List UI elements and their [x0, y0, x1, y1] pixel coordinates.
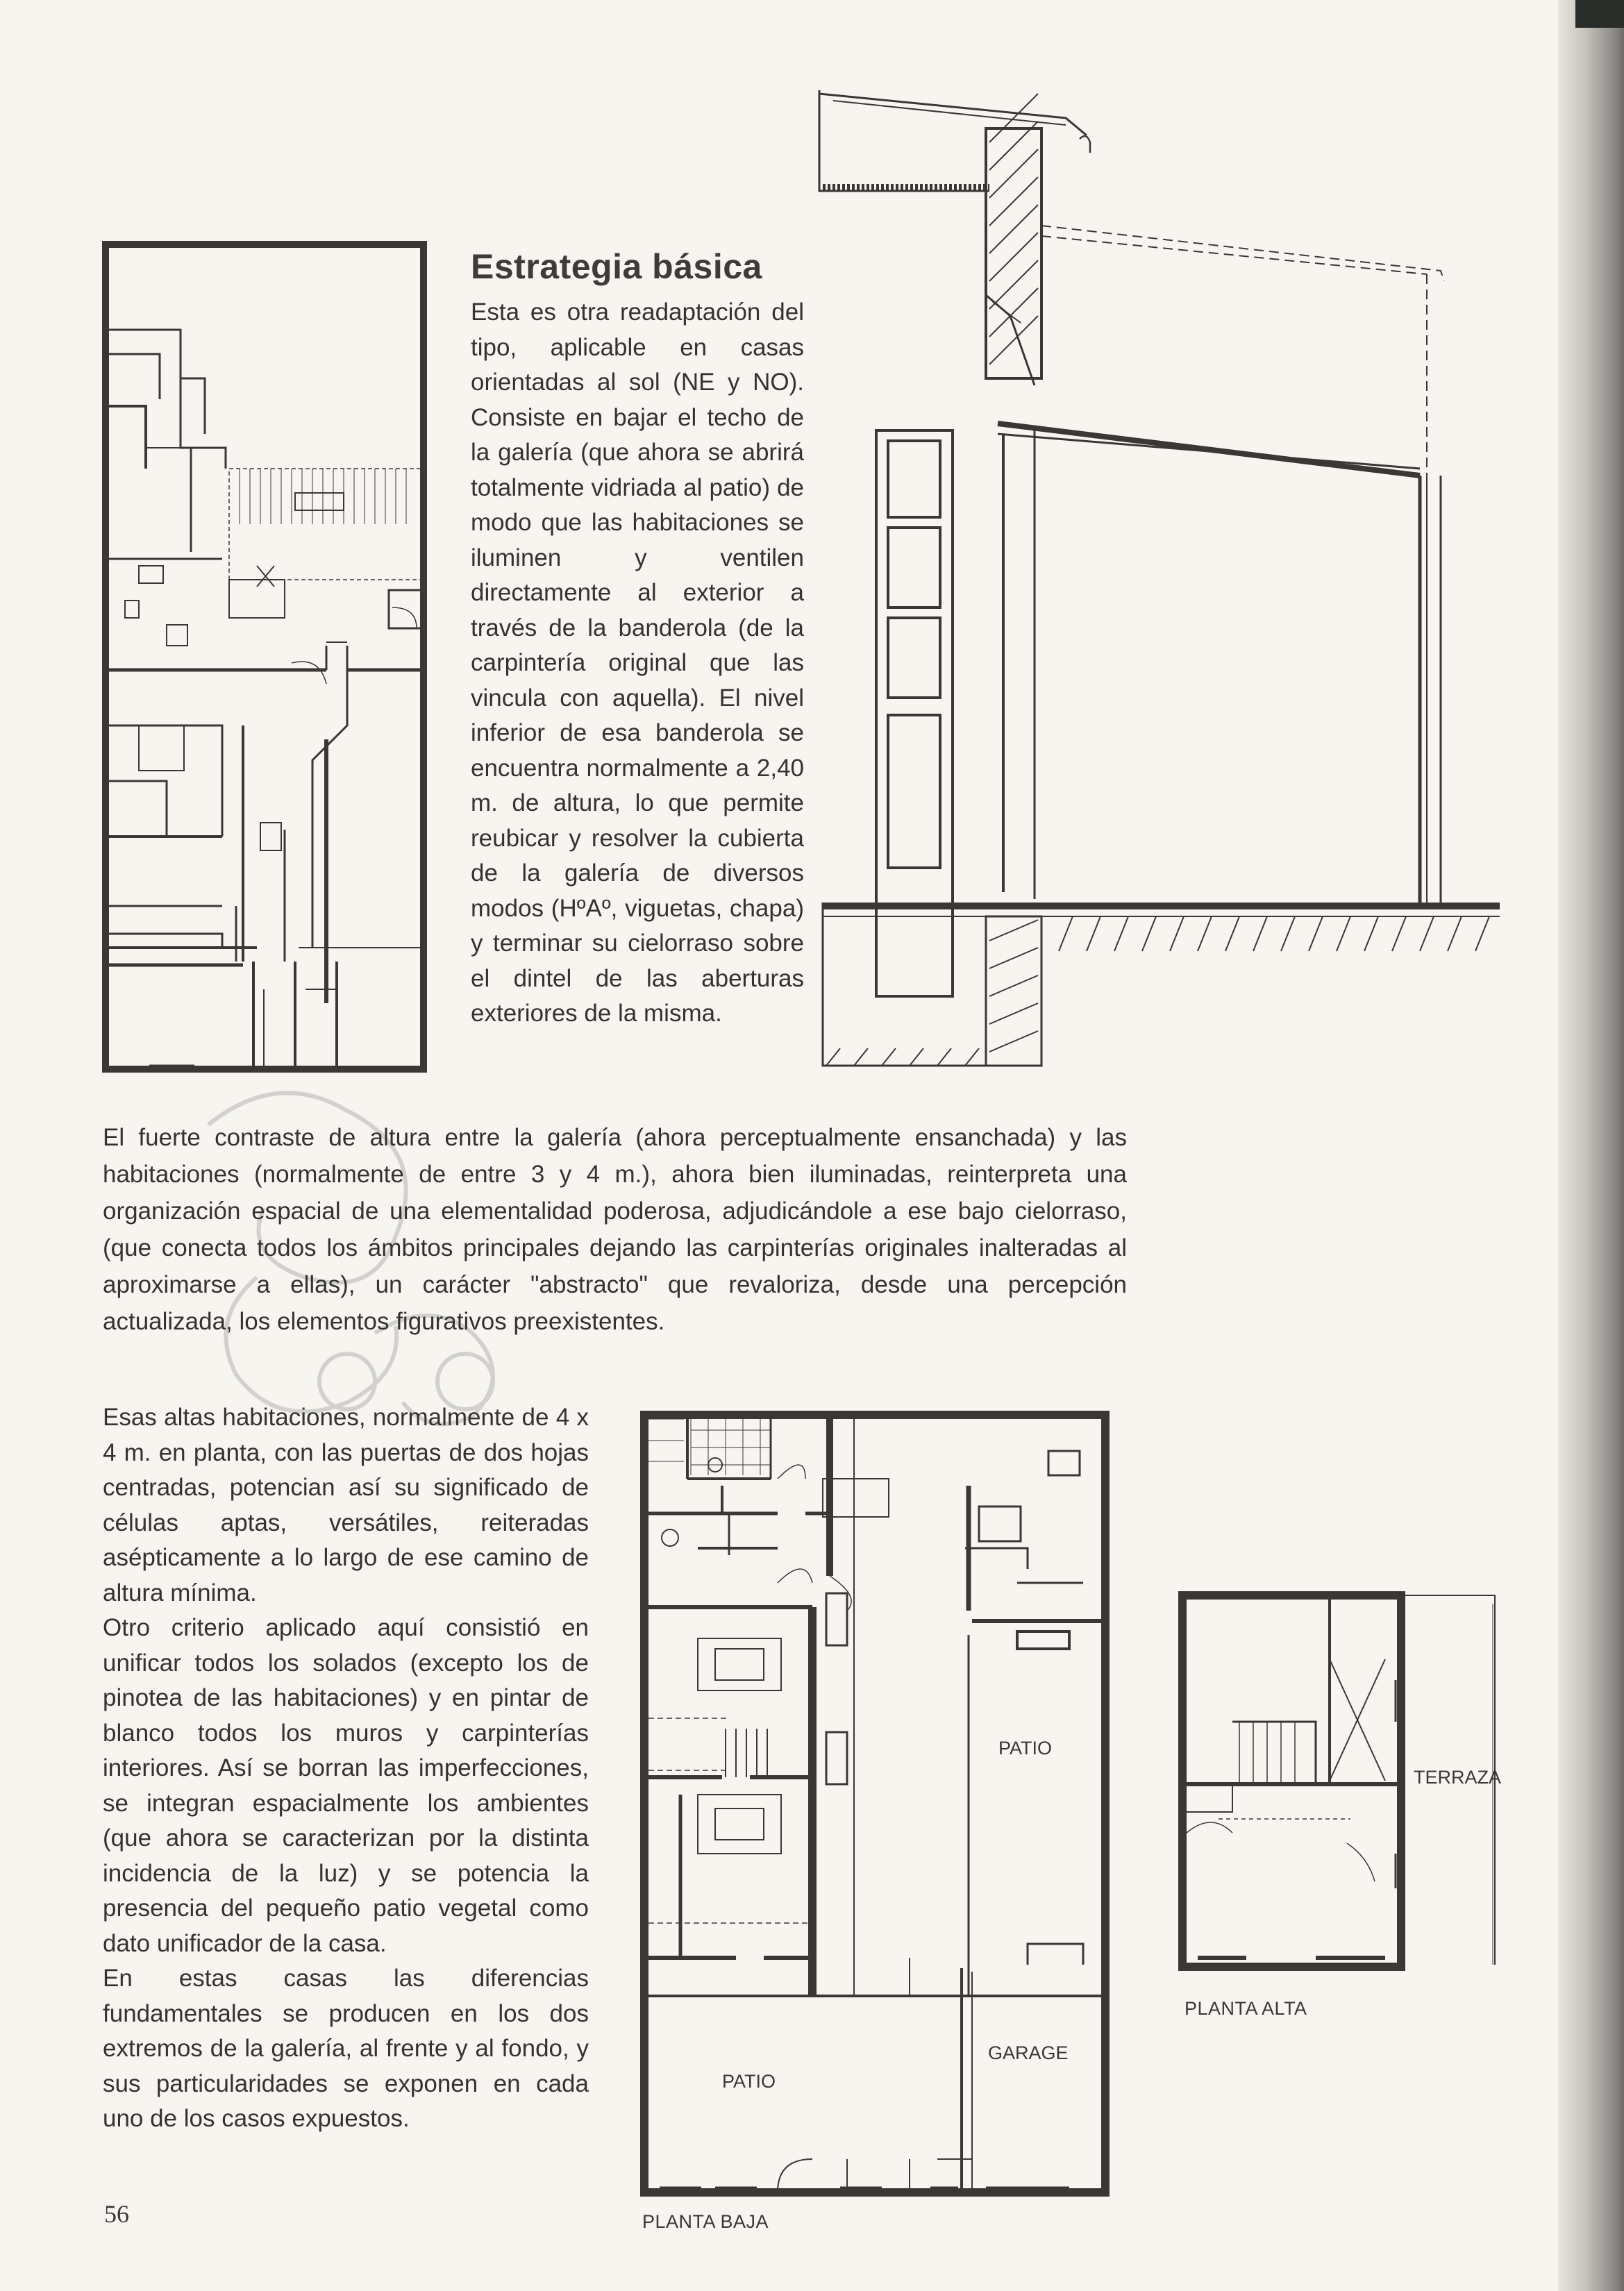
floor-plan-planta-baja-svg	[639, 1409, 1111, 2204]
main-paragraph	[103, 1119, 1127, 1340]
section-drawing	[816, 87, 1507, 1073]
page-binding-edge	[1558, 0, 1624, 2291]
floor-plan-1-drawing	[97, 240, 430, 1076]
page-corner-shadow	[1575, 0, 1624, 28]
label-patio-upper: PATIO	[998, 1738, 1053, 1759]
label-terraza: TERRAZA	[1414, 1767, 1502, 1788]
section-drawing-svg	[816, 87, 1507, 1073]
side-paragraph-1: Esas altas habitaciones, normalmente de 4 x 4 m. en planta, con las puertas de dos hojas centradas, potencian así su significado de células aptas, versátiles, reiteradas asépticamente a lo largo de ese camino de altura mínima.	[103, 1404, 589, 1606]
label-garage: GARAGE	[988, 2042, 1069, 2063]
section-heading: Estrategia básica	[471, 247, 762, 286]
side-column-text	[103, 1400, 589, 2137]
side-paragraph-2: Otro criterio aplicado aquí consistió en unificar todos los solados (excepto los de pinotea de las habitaciones) y en pintar de blanco todos los muros y carpinterías interiores. Así se borran las imperfecciones, se integran espacialmente los ambientes (que ahora se caracterizan por la distinta incidencia de la luz) y se potencia la presencia del pequeño patio vegetal como dato unificador de la casa.	[103, 1614, 589, 1957]
caption-planta-baja: PLANTA BAJA	[642, 2211, 769, 2232]
intro-text: Esta es otra readaptación del tipo, aplicable en casas orientadas al sol (NE y NO). Consiste en bajar el techo de la galería (que ahora se abrirá totalmente vidriada al patio) de modo que las habitaciones se iluminen y ventilen directamente al exterior a través de la banderola (de la carpintería original que las vincula con aquella). El nivel inferior de esa banderola se encuentra normalmente a 2,40 m. de altura, lo que permite reubicar y resolver la cubierta de la galería de diversos modos (HºAº, viguetas, chapa) y terminar su cielorraso sobre el dintel de las aberturas exteriores de la misma.	[471, 299, 804, 1027]
floor-plan-1	[97, 240, 430, 1076]
side-paragraph-3: En estas casas las diferencias fundamentales se producen en los dos extremos de la galería, al frente y al fondo, y sus particularidades se exponen en cada uno de los casos expuestos.	[103, 1965, 589, 2132]
label-patio-lower: PATIO	[722, 2071, 776, 2092]
intro-paragraph	[471, 295, 804, 1032]
caption-planta-alta: PLANTA ALTA	[1184, 1998, 1307, 2019]
floor-plan-planta-baja	[639, 1409, 1111, 2204]
main-text: El fuerte contraste de altura entre la galería (ahora perceptualmente ensanchada) y las habitaciones (normalmente de entre 3 y 4 m.), ahora bien iluminadas, reinterpreta una organización espacial de una elementalidad poderosa, adjudicándole a ese bajo cielorraso, (que conecta todos los ámbitos principales dejando las carpinterías originales inalteradas al aproximarse a ellas), un carácter "abstracto" que revaloriza, desde una percepción actualizada, los elementos figurativos preexistentes.	[103, 1124, 1127, 1335]
page-number: 56	[104, 2200, 129, 2228]
